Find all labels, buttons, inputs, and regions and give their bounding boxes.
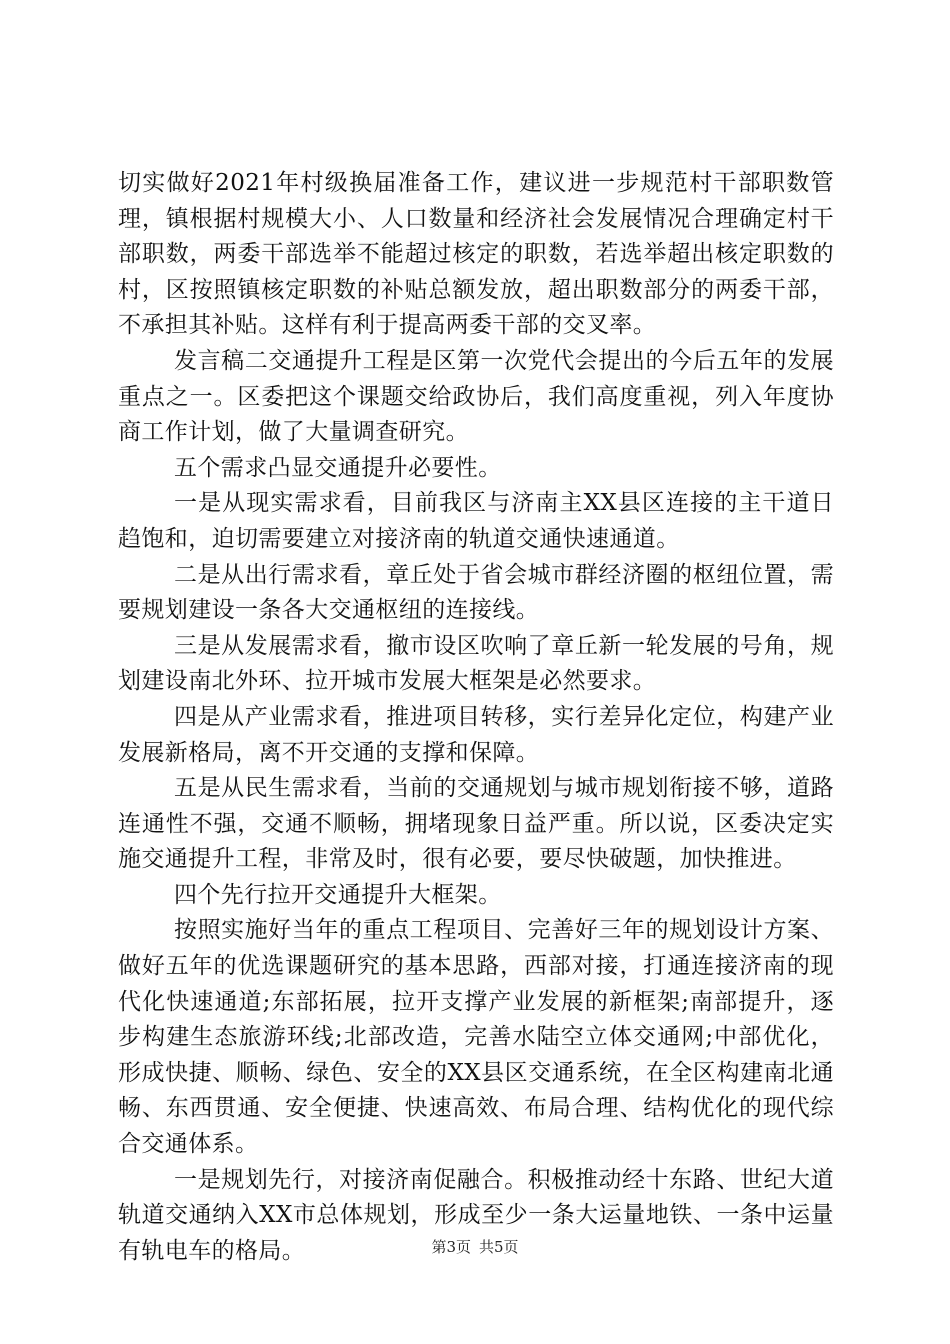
paragraph-3: 五个需求凸显交通提升必要性。 [174,454,502,481]
paragraph-7: 四是从产业需求看，推进项目转移，实行差异化定位，构建产业发展新格局，离不开交通的支撑和保障。 [118,703,834,766]
paragraph-2: 发言稿二交通提升工程是区第一次党代会提出的今后五年的发展重点之一。区委把这个课题交给政协后，我们高度重视，列入年度协商工作计划，做了大量调查研究。 [118,347,834,446]
page-number: 第3页 [431,1238,471,1256]
paragraph-8: 五是从民生需求看，当前的交通规划与城市规划衔接不够，道路连通性不强，交通不顺畅，拥堵现象日益严重。所以说，区委决定实施交通提升工程，非常及时，很有必要，要尽快破题，加快推进。 [118,775,834,873]
page-total: 共5页 [479,1238,519,1256]
paragraph-6: 三是从发展需求看，撤市设区吹响了章丘新一轮发展的号角，规划建设南北外环、拉开城市发展大框架是必然要求。 [118,632,834,695]
paragraph-11: 一是规划先行，对接济南促融合。积极推动经十东路、世纪大道轨道交通纳入XX市总体规划，形成至少一条大运量地铁、一条中运量有轨电车的格局。 [118,1166,834,1264]
paragraph-9: 四个先行拉开交通提升大框架。 [174,881,502,908]
document-body [118,166,834,1269]
page-footer [0,1237,950,1257]
paragraph-1: 切实做好2021年村级换届准备工作，建议进一步规范村干部职数管理，镇根据村规模大小、人口数量和经济社会发展情况合理确定村干部职数，两委干部选举不能超过核定的职数，若选举超出核定职数的村，区按照镇核定职数的补贴总额发放，超出职数部分的两委干部，不承担其补贴。这样有利于提高两委干部的交叉率。 [118,170,834,339]
paragraph-10: 按照实施好当年的重点工程项目、完善好三年的规划设计方案、做好五年的优选课题研究的基本思路，西部对接，打通连接济南的现代化快速通道;东部拓展，拉开支撑产业发展的新框架;南部提升，逐步构建生态旅游环线;北部改造，完善水陆空立体交通网;中部优化，形成快捷、顺畅、绿色、安全的XX县区交通系统，在全区构建南北通畅、东西贯通、安全便捷、快速高效、布局合理、结构优化的现代综合交通体系。 [118,917,834,1158]
paragraph-5: 二是从出行需求看，章丘处于省会城市群经济圈的枢纽位置，需要规划建设一条各大交通枢纽的连接线。 [118,561,834,624]
paragraph-4: 一是从现实需求看，目前我区与济南主XX县区连接的主干道日趋饱和，迫切需要建立对接济南的轨道交通快速通道。 [118,490,834,552]
